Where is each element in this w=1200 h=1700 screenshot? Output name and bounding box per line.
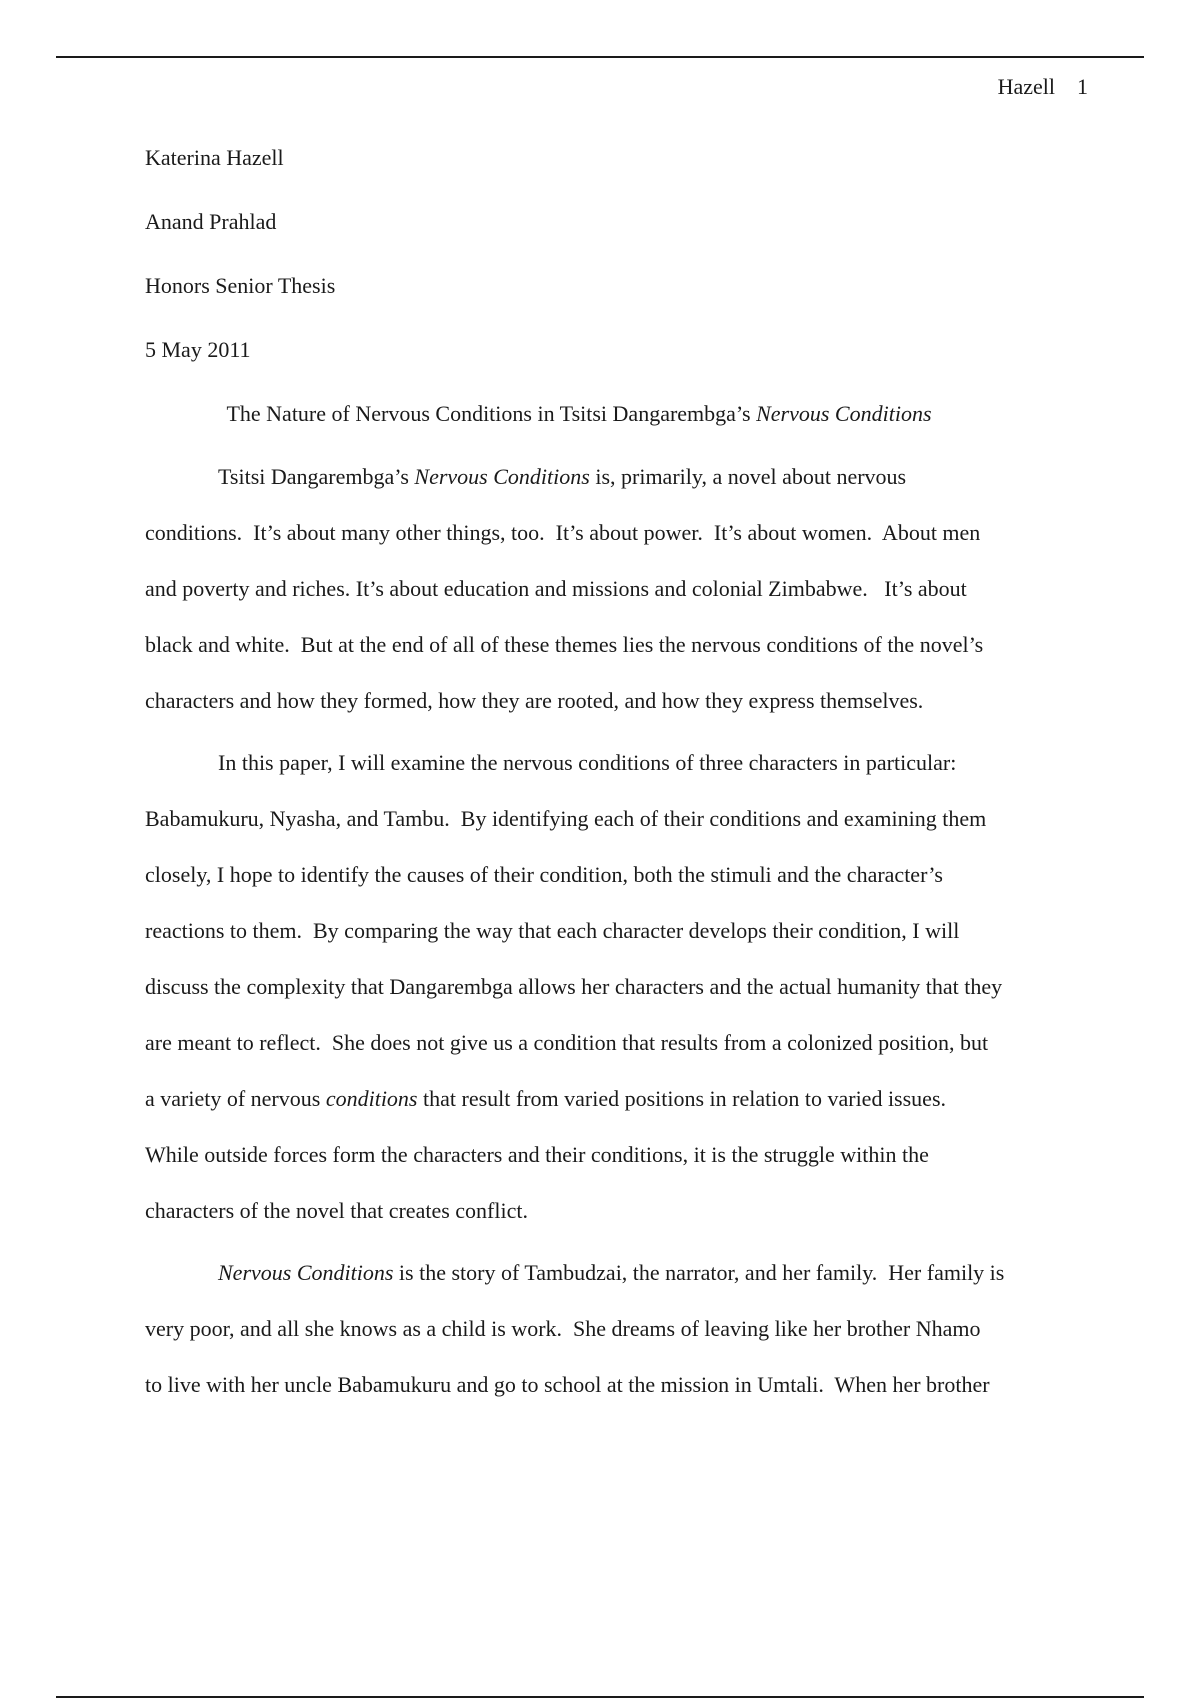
paragraph-line: discuss the complexity that Dangarembga allows her characters and the actual humanity that they bbox=[145, 974, 1003, 999]
paragraph-line: conditions. It’s about many other things, too. It’s about power. It’s about women. About men bbox=[145, 520, 981, 545]
paper-title-italic: Nervous Conditions bbox=[756, 401, 932, 426]
book-title-italic: Nervous Conditions bbox=[414, 464, 590, 489]
paragraph-line: and poverty and riches. It’s about education and missions and colonial Zimbabwe. It’s about bbox=[145, 576, 967, 601]
paragraph-line: reactions to them. By comparing the way that each character develops their condition, I will bbox=[145, 918, 960, 943]
paragraph-line: to live with her uncle Babamukuru and go to school at the mission in Umtali. When her brother bbox=[145, 1372, 990, 1397]
emphasis-italic: conditions bbox=[325, 1086, 418, 1111]
paper-title-text: The Nature of Nervous Conditions in Tsitsi Dangarembga’s bbox=[226, 401, 757, 426]
paragraph-line bbox=[145, 460, 1085, 516]
paragraph-line: In this paper, I will examine the nervous conditions of three characters in particular: bbox=[218, 750, 957, 775]
page-number: 1 bbox=[1077, 74, 1088, 99]
paragraph bbox=[145, 746, 1085, 1250]
line-text: is, primarily, a novel about nervous bbox=[589, 464, 907, 489]
paragraph-line: While outside forces form the characters and their conditions, it is the struggle within the bbox=[145, 1142, 929, 1167]
paragraph bbox=[145, 1256, 1085, 1424]
paper-title bbox=[145, 397, 1013, 431]
author-name: Katerina Hazell bbox=[145, 145, 284, 170]
course-name: Honors Senior Thesis bbox=[145, 273, 336, 298]
heading-block bbox=[145, 141, 335, 397]
instructor-name: Anand Prahlad bbox=[145, 209, 277, 234]
paragraph-line: very poor, and all she knows as a child is work. She dreams of leaving like her brother Nhamo bbox=[145, 1316, 981, 1341]
line-text: Tsitsi Dangarembga’s bbox=[218, 464, 415, 489]
paragraph-line bbox=[145, 1256, 1085, 1312]
paragraph-line: characters of the novel that creates conflict. bbox=[145, 1198, 528, 1223]
paragraph-line: closely, I hope to identify the causes of their condition, both the stimuli and the character’s bbox=[145, 862, 943, 887]
running-head bbox=[998, 70, 1088, 104]
running-head-surname: Hazell bbox=[997, 74, 1055, 99]
body-text bbox=[145, 460, 1085, 1424]
paragraph-line: are meant to reflect. She does not give us a condition that results from a colonized position, but bbox=[145, 1030, 989, 1055]
line-text: is the story of Tambudzai, the narrator, and her family. Her family is bbox=[393, 1260, 1005, 1285]
paragraph-line: Babamukuru, Nyasha, and Tambu. By identifying each of their conditions and examining them bbox=[145, 806, 987, 831]
book-title-italic: Nervous Conditions bbox=[218, 1260, 394, 1285]
paragraph-line bbox=[145, 1082, 1085, 1138]
line-text: that result from varied positions in relation to varied issues. bbox=[417, 1086, 947, 1111]
paragraph-line: characters and how they formed, how they are rooted, and how they express themselves. bbox=[145, 688, 924, 713]
bottom-rule bbox=[56, 1696, 1144, 1698]
line-text: a variety of nervous bbox=[145, 1086, 326, 1111]
paper-date: 5 May 2011 bbox=[145, 337, 251, 362]
paragraph-line: black and white. But at the end of all of these themes lies the nervous conditions of the novel’s bbox=[145, 632, 984, 657]
paragraph bbox=[145, 460, 1085, 740]
top-rule bbox=[56, 56, 1144, 58]
